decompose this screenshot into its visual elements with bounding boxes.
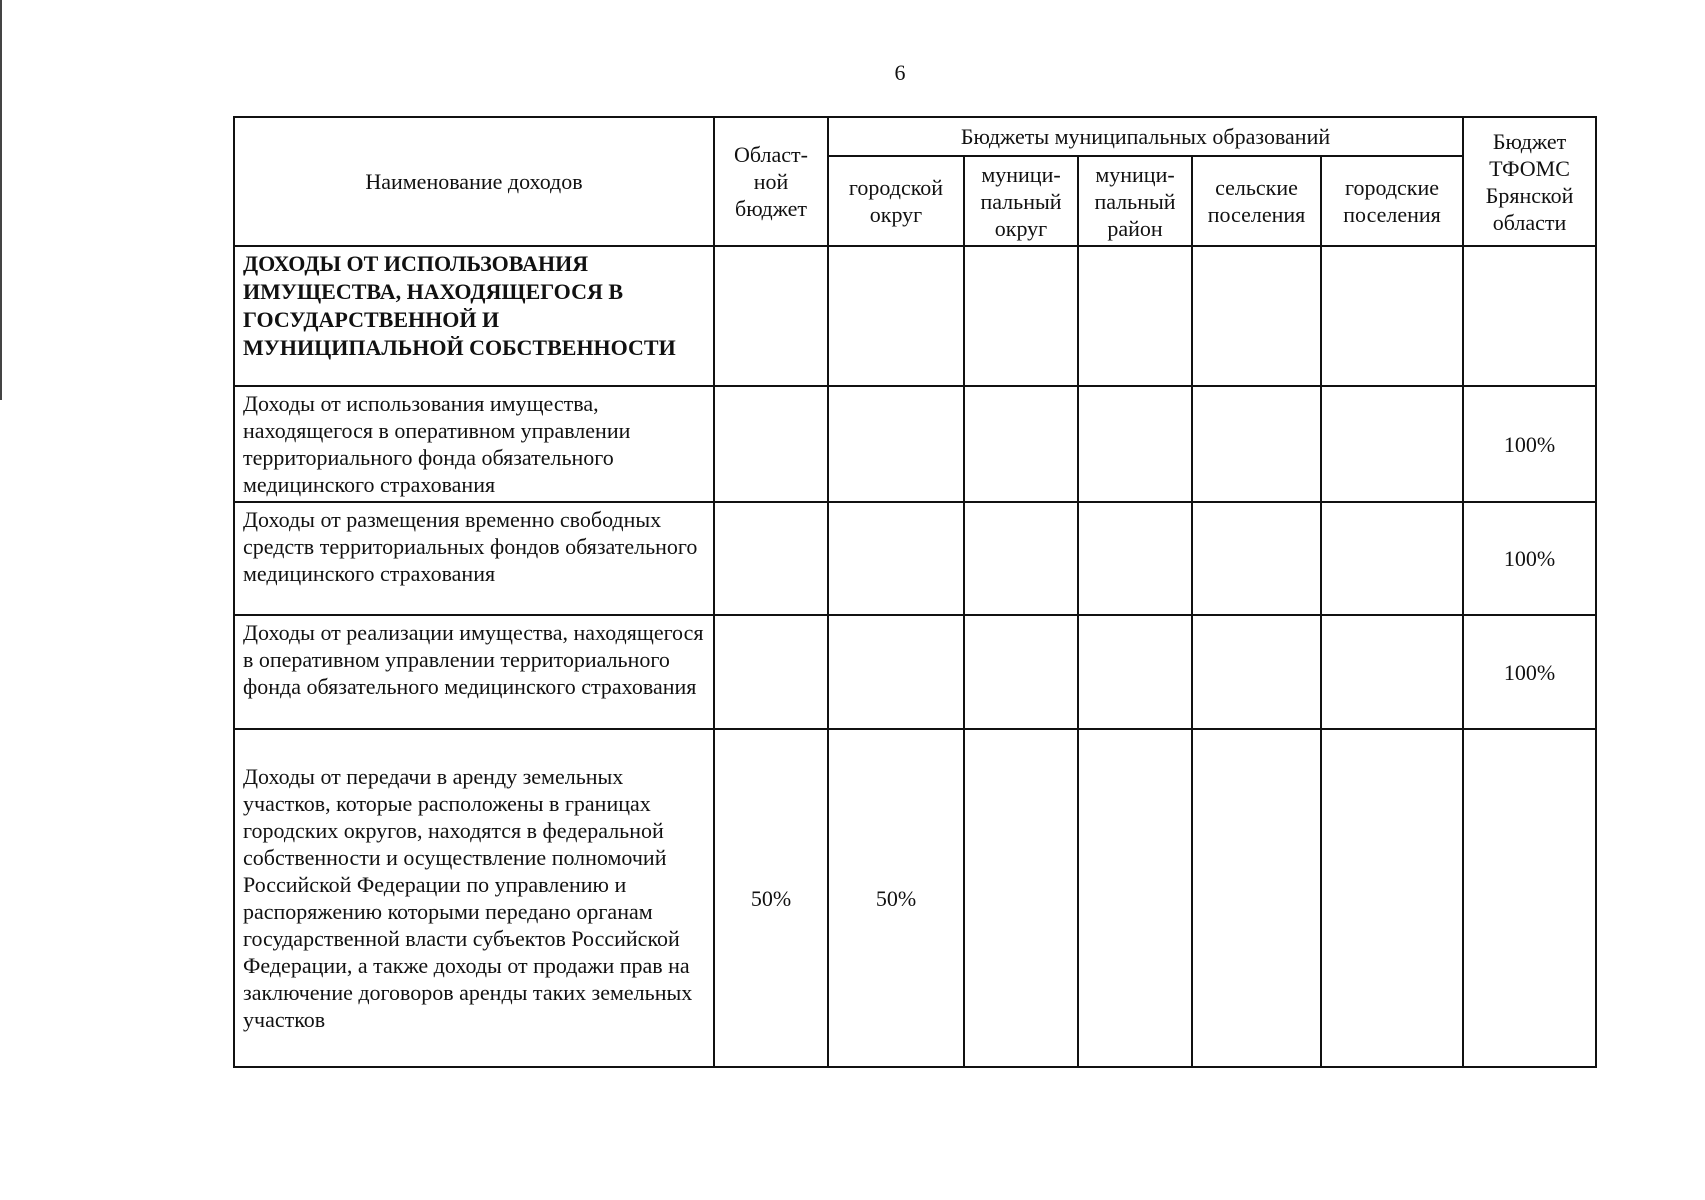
municipal-okrug-cell [964, 502, 1078, 615]
table-cell [1463, 246, 1596, 386]
header-municipal-okrug [964, 156, 1078, 246]
income-name-cell: Доходы от использования имущества, находящегося в оперативном управлении территориального фонда обязательного медицинского страхования [234, 386, 714, 502]
table-cell [1321, 246, 1463, 386]
header-income-name [234, 117, 714, 246]
header-rural-settlements-label: сельские поселения [1207, 175, 1306, 227]
header-rural-settlements [1192, 156, 1321, 246]
header-tfoms-budget-label: Бюджет ТФОМС Брянской области [1485, 128, 1574, 235]
tfoms-cell [1463, 729, 1596, 1067]
urban-district-cell [828, 615, 964, 729]
table-row [234, 615, 1596, 729]
table-row [234, 729, 1596, 1067]
regional-cell [714, 615, 828, 729]
income-name-cell: Доходы от размещения временно свободных средств территориальных фондов обязательного медицинского страхования [234, 502, 714, 615]
regional-cell [714, 386, 828, 502]
header-municipal-budgets [828, 117, 1463, 156]
section-title-cell [234, 246, 714, 386]
header-urban-district-label: городской округ [848, 175, 944, 227]
header-tfoms-budget [1463, 117, 1596, 246]
urban-settlements-cell [1321, 502, 1463, 615]
municipal-okrug-cell [964, 729, 1078, 1067]
urban-district-cell [828, 502, 964, 615]
header-municipal-budgets-label: Бюджеты муниципальных образований [960, 124, 1331, 149]
header-urban-district [828, 156, 964, 246]
tfoms-cell: 100% [1463, 615, 1596, 729]
header-municipal-rayon-label: муници- пальный район [1094, 161, 1176, 241]
table-cell [964, 246, 1078, 386]
urban-settlements-cell [1321, 729, 1463, 1067]
municipal-rayon-cell [1078, 615, 1192, 729]
income-distribution-table [233, 116, 1597, 1068]
header-income-name-label: Наименование доходов [365, 169, 583, 194]
rural-settlements-cell [1192, 729, 1321, 1067]
urban-settlements-cell [1321, 386, 1463, 502]
page-number: 6 [894, 60, 906, 85]
tfoms-cell: 100% [1463, 386, 1596, 502]
header-urban-settlements [1321, 156, 1463, 246]
tfoms-cell: 100% [1463, 502, 1596, 615]
rural-settlements-cell [1192, 502, 1321, 615]
regional-cell: 50% [714, 729, 828, 1067]
table-row [234, 502, 1596, 615]
municipal-rayon-cell [1078, 386, 1192, 502]
table-row-section [234, 246, 1596, 386]
rural-settlements-cell [1192, 386, 1321, 502]
urban-district-cell: 50% [828, 729, 964, 1067]
header-row-top [234, 117, 1596, 156]
municipal-okrug-cell [964, 615, 1078, 729]
table-cell [1192, 246, 1321, 386]
section-title: ДОХОДЫ ОТ ИСПОЛЬЗОВАНИЯ ИМУЩЕСТВА, НАХОДЯЩЕГОСЯ В ГОСУДАРСТВЕННОЙ И МУНИЦИПАЛЬНОЙ СОБСТВЕННОСТИ [243, 251, 676, 360]
table-cell [714, 246, 828, 386]
header-municipal-okrug-label: муници- пальный округ [980, 161, 1062, 241]
municipal-okrug-cell [964, 386, 1078, 502]
income-name-cell: Доходы от реализации имущества, находящегося в оперативном управлении территориального фонда обязательного медицинского страхования [234, 615, 714, 729]
rural-settlements-cell [1192, 615, 1321, 729]
table-cell [1078, 246, 1192, 386]
municipal-rayon-cell [1078, 729, 1192, 1067]
header-urban-settlements-label: городские поселения [1343, 175, 1441, 227]
urban-district-cell [828, 386, 964, 502]
header-regional-budget-label: Област- ной бюджет [734, 142, 808, 221]
table-cell [828, 246, 964, 386]
income-name-cell: Доходы от передачи в аренду земельных участков, которые расположены в границах городских округов, находятся в федеральной собственности и осуществление полномочий Российской Федерации по управлению и распоряжению которыми передано органам государственной власти субъектов Российской Федерации, а также доходы от продажи прав на заключение договоров аренды таких земельных участков [234, 729, 714, 1067]
municipal-rayon-cell [1078, 502, 1192, 615]
header-regional-budget [714, 117, 828, 246]
regional-cell [714, 502, 828, 615]
urban-settlements-cell [1321, 615, 1463, 729]
header-municipal-rayon [1078, 156, 1192, 246]
table-row [234, 386, 1596, 502]
